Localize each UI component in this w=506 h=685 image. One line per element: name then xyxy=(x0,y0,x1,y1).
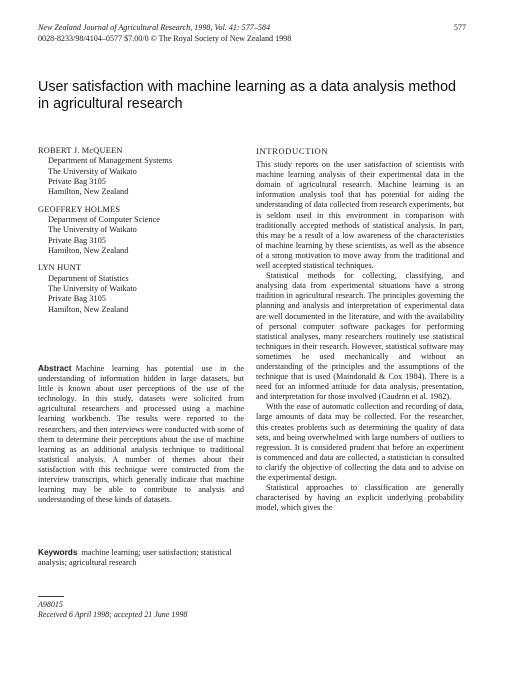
body-paragraph: With the ease of automatic collection and recording of data, large amounts of data may be collected. For the researcher, this creates problems such as determining the quality of data sets, and being overwhelmed with large numbers of outliers to regression. It is considered prudent that before an experiment is commenced and data are collected, a statistician is consulted to clarify the objective of collecting the data and to advise on the experimental design. xyxy=(256,402,464,482)
affiliation-line: Private Bag 3105 xyxy=(48,177,106,187)
author-affiliation xyxy=(38,274,238,315)
author-name: ROBERT J. McQUEEN xyxy=(38,146,123,155)
introduction-section xyxy=(256,146,464,513)
affiliation-line: Department of Statistics xyxy=(48,273,129,283)
affiliation-line: Department of Management Systems xyxy=(48,156,172,166)
abstract-text: Machine learning has potential use in the understanding of information hidden in large datasets, but little is known about user perceptions of the use of the technology. In this study, datasets were solicited from agricultural researchers and processed using a machine learning workbench. The results were reported to the researchers, and then interviews were conducted with some of them to determine their perceptions about the use of machine learning as an additional analysis technique to traditional statistical analysis. A number of themes about their satisfaction with this technique were constructed from the interview transcripts, which generally indicate that machine learning may be able to contribute to analysis and understanding of these kinds of datasets. xyxy=(38,364,244,505)
author-name: LYN HUNT xyxy=(38,263,82,273)
affiliation-line: Hamilton, New Zealand xyxy=(48,187,129,197)
received-accepted-dates: Received 6 April 1998; accepted 21 June 1998 xyxy=(38,610,188,619)
affiliation-line: The University of Waikato xyxy=(48,284,137,294)
body-paragraph: Statistical approaches to classification are generally characterised by having an explicit underlying probability model, which gives the xyxy=(256,483,464,513)
affiliation-line: Private Bag 3105 xyxy=(48,294,106,304)
abstract xyxy=(38,364,244,505)
issn-copyright-line: 0028-8233/98/4104–0577 $7.00/0 © The Royal Society of New Zealand 1998 xyxy=(38,34,292,43)
affiliation-line: Private Bag 3105 xyxy=(48,235,106,245)
affiliation-line: Hamilton, New Zealand xyxy=(48,304,129,314)
affiliation-line: Hamilton, New Zealand xyxy=(48,246,129,256)
author-block xyxy=(38,146,238,322)
body-paragraph: This study reports on the user satisfaction of scientists with machine learning analysis of their experimental data in the domain of agricultural research. Machine learning is an information analysis tool that has potential for aiding the understanding of data collected from research experiments, but is seldom used in this environment in comparison with traditionally accepted methods of statistical analysis. In part, this may be a result of a low awareness of the characteristics of machine learning by these scientists, as well as the absence of a strong motivation to move away from the traditional and well accepted statistical techniques. xyxy=(256,160,465,271)
affiliation-line: The University of Waikato xyxy=(48,166,137,176)
footnote-divider xyxy=(38,596,64,597)
author-name: GEOFFREY HOLMES xyxy=(38,204,121,214)
article-title: User satisfaction with machine learning as a data analysis method in agricultural research xyxy=(38,79,457,112)
keywords-label: Keywords xyxy=(38,548,78,557)
keywords-text: machine learning; user satisfaction; statistical analysis; agricultural research xyxy=(38,548,232,568)
author-affiliation xyxy=(38,156,238,197)
author-affiliation xyxy=(38,215,238,256)
affiliation-line: Department of Computer Science xyxy=(48,215,160,225)
keywords xyxy=(38,548,244,568)
journal-citation: New Zealand Journal of Agricultural Research, 1998, Vol. 41: 577–584 xyxy=(38,23,271,32)
running-header xyxy=(38,22,466,44)
footnote xyxy=(38,600,248,620)
page-number: 577 xyxy=(453,23,466,32)
section-heading: INTRODUCTION xyxy=(256,146,329,156)
abstract-label: Abstract xyxy=(38,364,72,373)
affiliation-line: The University of Waikato xyxy=(48,225,137,235)
body-paragraph: Statistical methods for collecting, classifying, and analysing data from experimental situations have a strong tradition in agricultural research. The principles governing the planning and analysis and interpretation of experimental data are well documented in the literature, and with the availability of personal computer software packages for performing statistical analyses, many researchers routinely use statistical techniques in their research. However, statistical software may sometimes be used mechanically and without an understanding of the principles and the assumptions of the technique that is used (Maindonald & Cox 1984). There is a need for an informed attitude for data analysis, presentation, and interpretation for those involved (Caudron et al. 1982). xyxy=(256,271,464,402)
manuscript-id: A98015 xyxy=(38,600,63,609)
